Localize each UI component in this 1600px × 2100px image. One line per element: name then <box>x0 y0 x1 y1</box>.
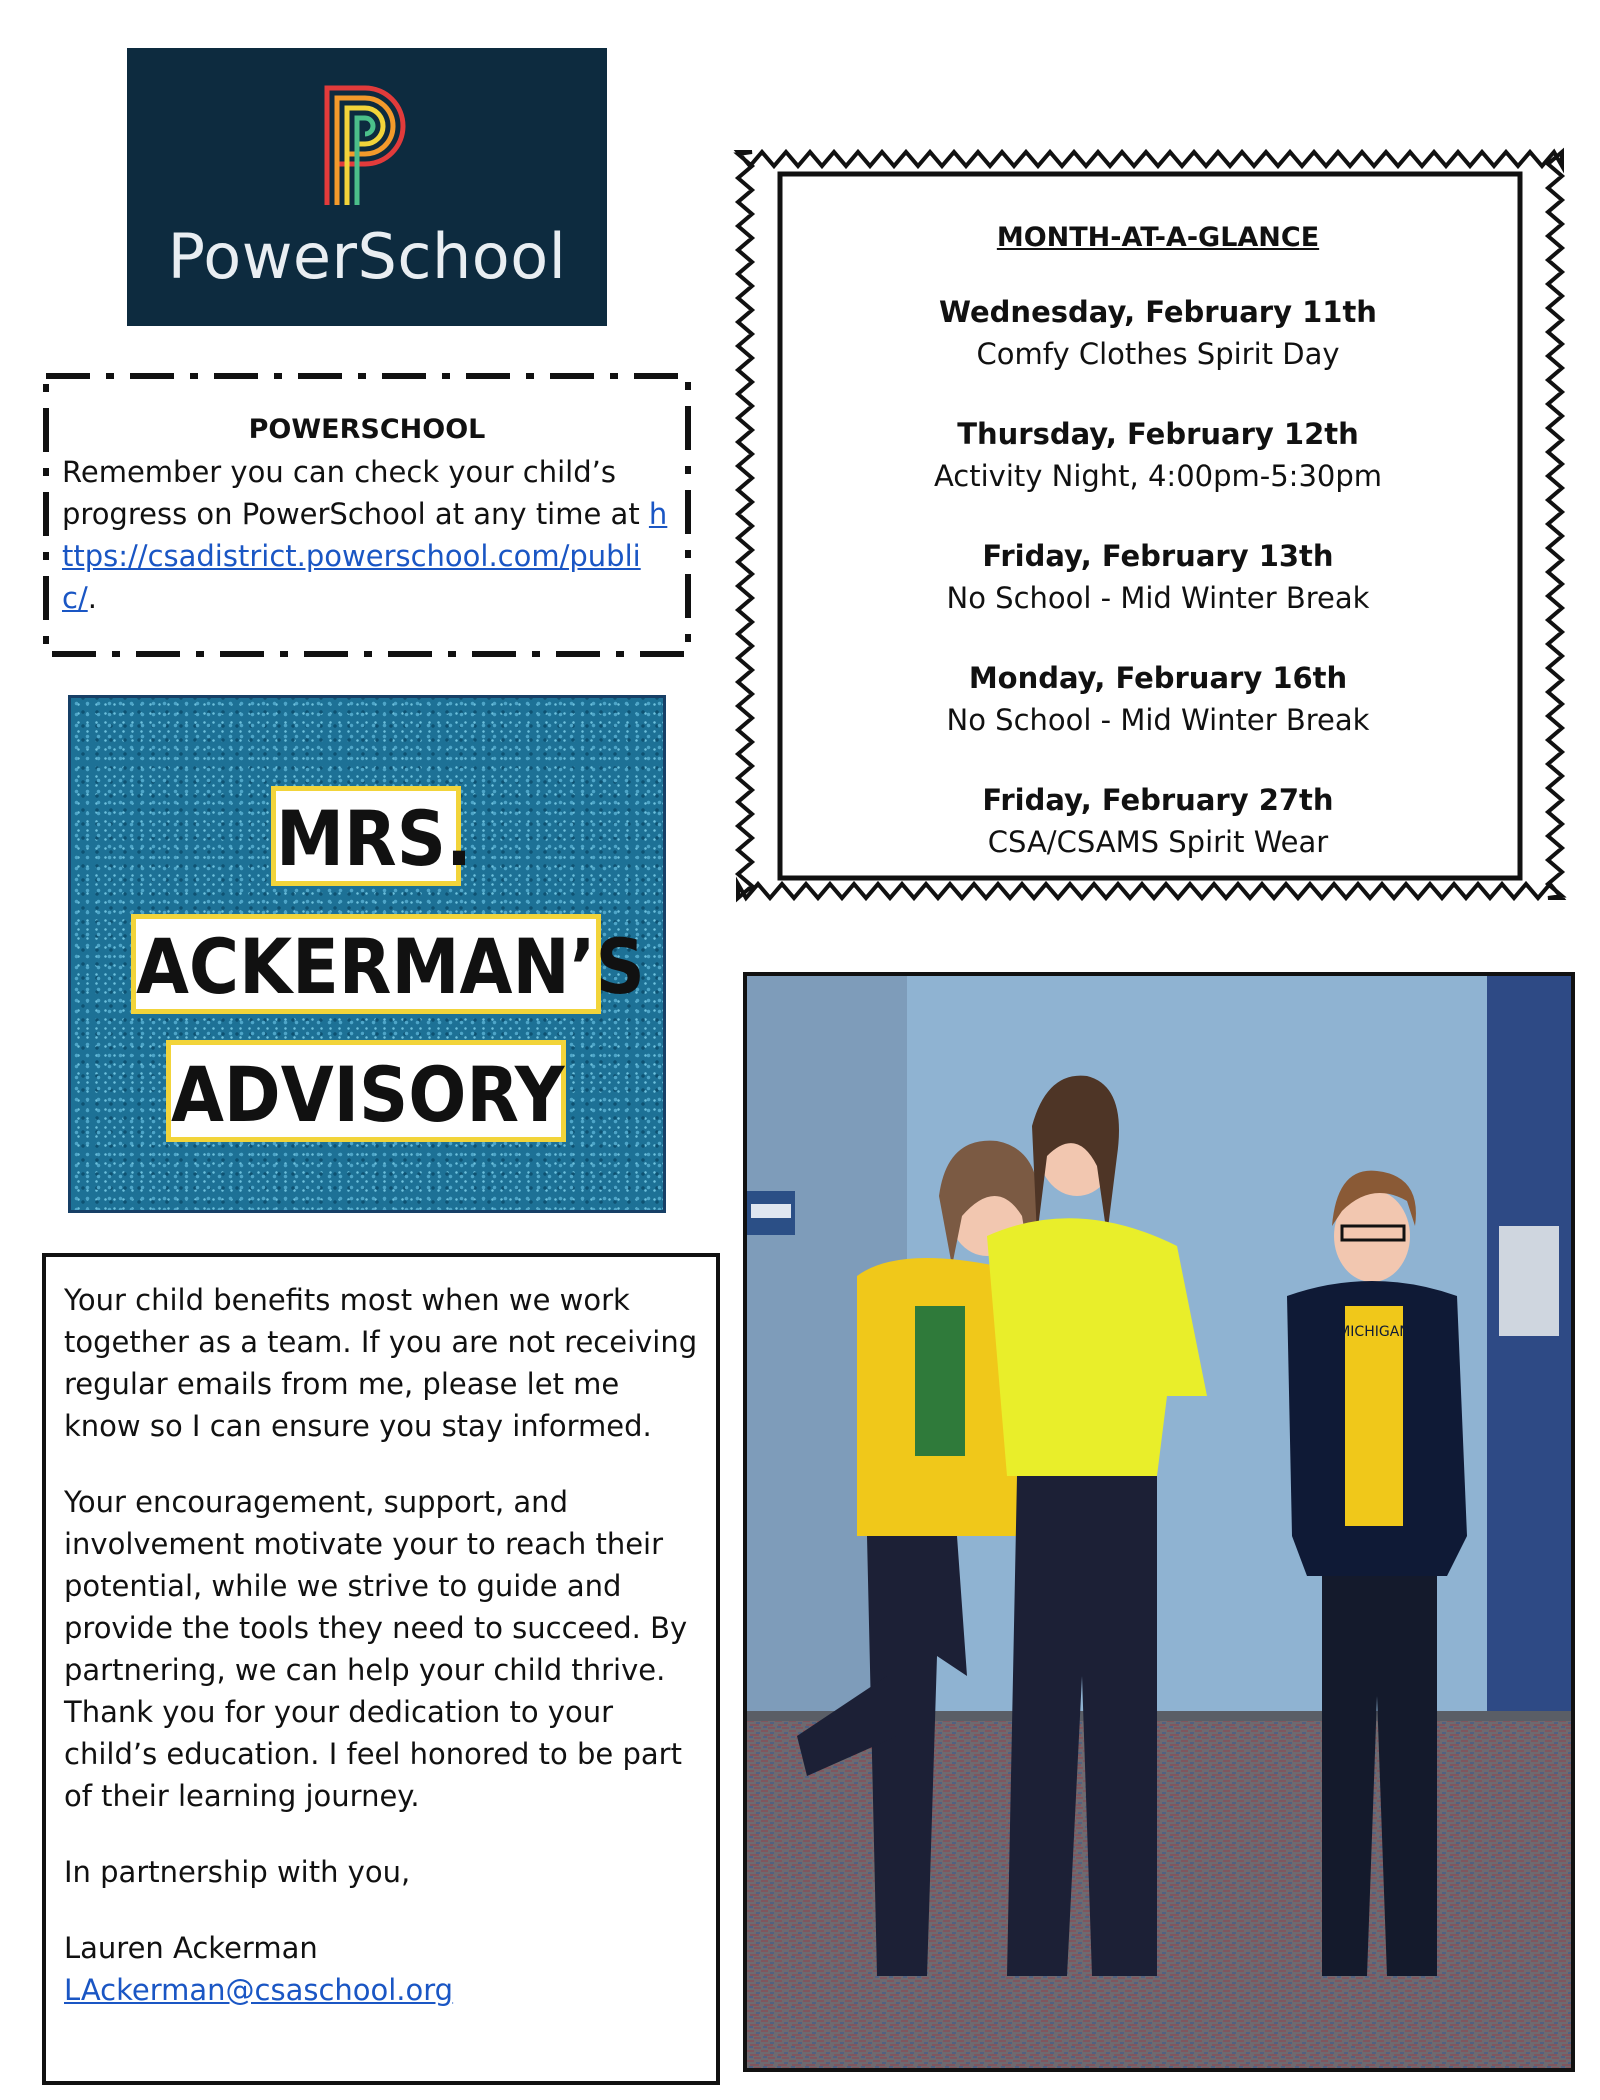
event-description: No School - Mid Winter Break <box>946 581 1370 615</box>
powerschool-link[interactable]: https://csadistrict.powerschool.com/public/ <box>62 497 668 615</box>
calendar-heading: MONTH-AT-A-GLANCE <box>996 222 1320 253</box>
event-date: Wednesday, February 11th <box>939 295 1377 329</box>
event-item <box>784 535 1532 619</box>
powerschool-p-mark-icon <box>317 80 417 210</box>
event-description: Activity Night, 4:00pm-5:30pm <box>933 459 1383 493</box>
students-illustration <box>747 976 1571 2068</box>
signature-name: Lauren Ackerman <box>64 1931 318 1965</box>
event-description: No School - Mid Winter Break <box>946 703 1370 737</box>
message-paragraph-2: Your encouragement, support, and involvement motivate your to reach their potential, while we strive to guide and provide the tools they need to succeed. By partnering, we can help your child thrive. Thank you for your dedication to your child’s education. I feel honored to be part of their learning journey. <box>64 1485 688 1813</box>
period: . <box>87 581 97 615</box>
students-photo <box>743 972 1575 2072</box>
event-date: Monday, February 16th <box>968 661 1348 695</box>
sign-line-1: MRS. <box>271 786 461 886</box>
events-list <box>784 212 1532 863</box>
event-date: Friday, February 27th <box>982 783 1334 817</box>
message-closing: In partnership with you, <box>64 1855 411 1889</box>
month-at-a-glance <box>726 140 1574 910</box>
event-description: CSA/CSAMS Spirit Wear <box>987 825 1329 859</box>
powerschool-text <box>62 451 672 619</box>
message-paragraph-1: Your child benefits most when we work together as a team. If you are not receiving regular emails from me, please let me know so I can ensure you stay informed. <box>64 1283 698 1443</box>
shirt-text: MICHIGAN <box>1338 1324 1410 1340</box>
advisory-sign-image <box>68 695 666 1213</box>
event-description: Comfy Clothes Spirit Day <box>976 337 1340 371</box>
event-item <box>784 291 1532 375</box>
powerschool-notice <box>42 372 692 658</box>
email-link[interactable]: LAckerman@csaschool.org <box>64 1973 454 2007</box>
parent-message <box>42 1253 720 2085</box>
event-date: Friday, February 13th <box>982 539 1334 573</box>
powerschool-logo <box>127 48 607 326</box>
event-date: Thursday, February 12th <box>957 417 1359 451</box>
powerschool-reminder: Remember you can check your child’s progress on PowerSchool at any time at <box>62 455 649 531</box>
sign-line-2: ACKERMAN’S <box>131 914 601 1014</box>
sign-line-3: ADVISORY <box>166 1040 566 1142</box>
event-item <box>784 413 1532 497</box>
event-item <box>784 779 1532 863</box>
powerschool-wordmark: PowerSchool <box>167 220 567 293</box>
powerschool-title: POWERSCHOOL <box>248 414 486 445</box>
event-item <box>784 657 1532 741</box>
